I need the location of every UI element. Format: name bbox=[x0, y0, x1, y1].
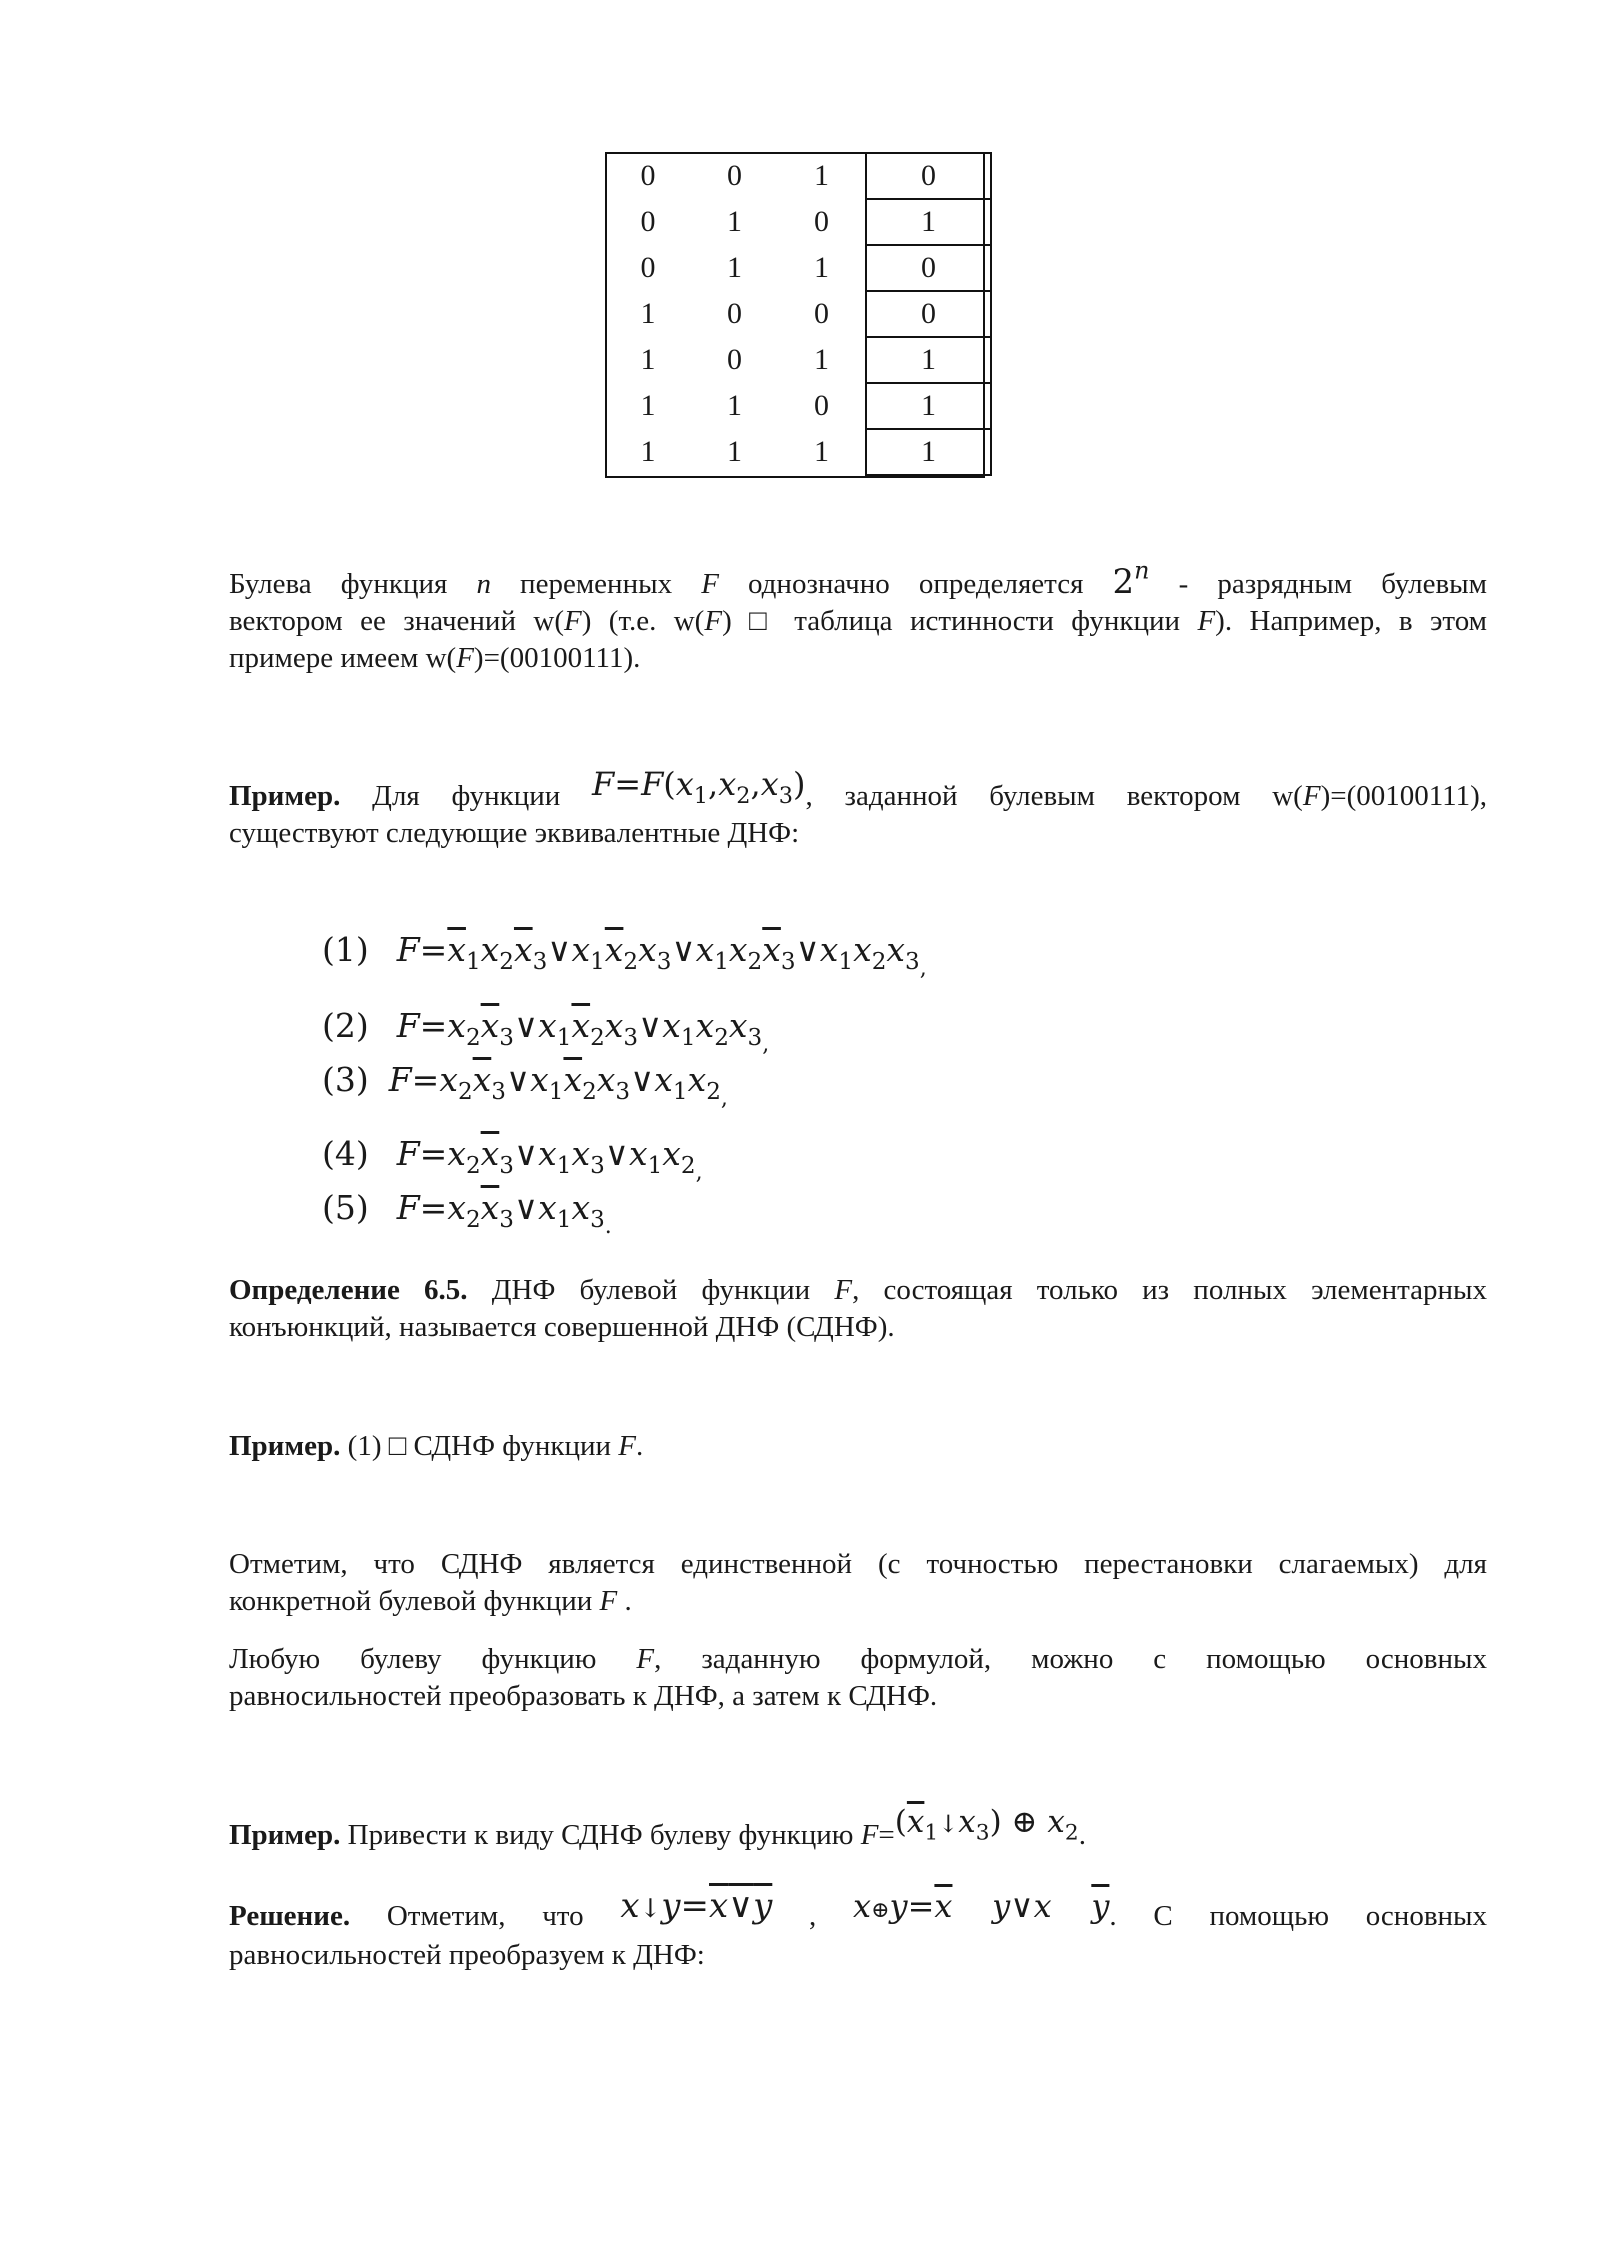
truth-table-input-cell: 0 bbox=[640, 205, 656, 238]
function-formula: $F=F(x_1,x_2,x_3)$ bbox=[592, 765, 806, 809]
dnf-formula-2: (2) $F=x_2\overline{x}_3\vee x_1\overline{x}_2x_3\vee x_1x_2x_{3,}$ bbox=[322, 1006, 770, 1057]
truth-table-input-cell: 0 bbox=[640, 251, 656, 284]
line: Пример. (1) □ СДНФ функции F. bbox=[229, 1430, 644, 1462]
truth-table-row bbox=[605, 291, 991, 337]
truth-table-output-cell: 0 bbox=[866, 245, 991, 291]
truth-table-row bbox=[605, 429, 991, 475]
line: конкретной булевой функции F . bbox=[229, 1585, 632, 1617]
truth-table-row bbox=[605, 153, 991, 199]
paragraph-uniqueness bbox=[229, 1546, 1487, 1620]
line: Отметим, что СДНФ является единственной (с точностью перестановки слагаемых) для bbox=[229, 1548, 1487, 1580]
line: Пример. Привести к виду СДНФ булеву функцию $F=(\overline{x}_1↓x_3)$ ⊕ $x_2$. bbox=[229, 1804, 1086, 1851]
paragraph-conversion bbox=[229, 1641, 1487, 1715]
truth-table-input-cell: 0 bbox=[727, 159, 742, 192]
line: равносильностей преобразовать к ДНФ, а затем к СДНФ. bbox=[229, 1680, 938, 1712]
truth-table-input-cell: 1 bbox=[640, 435, 656, 468]
solution bbox=[229, 1886, 1488, 1974]
truth-table-output-cell: 0 bbox=[866, 291, 991, 337]
line: равносильностей преобразуем к ДНФ: bbox=[229, 1939, 705, 1971]
truth-table-input-cell: 1 bbox=[727, 205, 742, 238]
truth-table-input-cell: 1 bbox=[727, 435, 742, 468]
line: Булева функция n переменных F однозначно определяется 2$^n$ - разрядным булевым bbox=[229, 556, 1487, 602]
line: Пример. Для функции $F=F(x_1,x_2,x_3)$, заданной булевым вектором w(F)=(00100111), bbox=[229, 765, 1487, 812]
dnf-formula-1: (1) $F=\overline{x}_1x_2\overline{x}_3\vee x_1\overline{x}_2x_3\vee x_1x_2\overline{x}_3\vee x_1x_2x_{3,}$ bbox=[322, 930, 927, 981]
truth-table-input-cell: 1 bbox=[814, 343, 829, 376]
nor-identity: x↓y=x∨y bbox=[620, 1886, 773, 1926]
truth-table-input-cell: 1 bbox=[814, 159, 829, 192]
truth-table-input-cell: 0 bbox=[814, 389, 829, 422]
truth-table-output-cell: 1 bbox=[866, 337, 991, 383]
line: примере имеем w(F)=(00100111). bbox=[229, 642, 641, 674]
line: Определение 6.5. ДНФ булевой функции F, состоящая только из полных элементарных bbox=[229, 1274, 1488, 1306]
truth-table-row bbox=[605, 245, 991, 291]
dnf-formula-4: (4) $F=x_2\overline{x}_3\vee x_1x_3\vee x_1x_{2,}$ bbox=[322, 1134, 703, 1185]
line: Любую булеву функцию F, заданную формулой, можно с помощью основных bbox=[229, 1643, 1487, 1675]
truth-table-row bbox=[605, 337, 991, 383]
truth-table-output-cell: 1 bbox=[866, 199, 991, 245]
truth-table-input-cell: 0 bbox=[727, 297, 742, 330]
truth-table-input-cell: 1 bbox=[727, 251, 742, 284]
truth-table-input-cell: 0 bbox=[814, 297, 829, 330]
truth-table-input-cell: 0 bbox=[727, 343, 742, 376]
truth-table-row bbox=[605, 199, 991, 245]
truth-table-output-cell: 1 bbox=[866, 383, 991, 429]
line: вектором ее значений w(F) (т.е. w(F) □ таблица истинности функции F). Например, в этом bbox=[229, 605, 1488, 637]
line: Решение. Отметим, что x↓y=x∨y , $x\oplus y=\overline{x}$ y∨x $\overline{y}$. С помощью основных bbox=[229, 1886, 1488, 1932]
truth-table-input-cell: 1 bbox=[640, 389, 656, 422]
truth-table-input-cell: 0 bbox=[814, 205, 829, 238]
truth-table-row bbox=[605, 383, 991, 429]
truth-table-output-cell: 0 bbox=[866, 153, 991, 199]
line: конъюнкций, называется совершенной ДНФ (СДНФ). bbox=[229, 1311, 895, 1343]
dnf-formula-3: (3) $F=x_2\overline{x}_3\vee x_1\overline{x}_2x_3\vee x_1x_{2,}$ bbox=[322, 1060, 728, 1111]
truth-table-input-cell: 1 bbox=[814, 251, 829, 284]
task-formula: $(\overline{x}_1↓x_3)$ ⊕ $x_2$ bbox=[894, 1804, 1079, 1846]
truth-table-input-cell: 1 bbox=[640, 297, 656, 330]
example-task bbox=[229, 1804, 1487, 1855]
truth-table-input-cell: 1 bbox=[640, 343, 656, 376]
example-sdnf bbox=[229, 1428, 1487, 1465]
dnf-formula-5: (5) $F=x_2\overline{x}_3\vee x_1x_{3.}$ bbox=[322, 1188, 612, 1239]
line: существуют следующие эквивалентные ДНФ: bbox=[229, 817, 800, 849]
xor-identity: $x\oplus y=\overline{x}$ y∨x $\overline{y}$ bbox=[853, 1887, 1110, 1925]
paragraph-boolean-vector bbox=[229, 556, 1488, 677]
truth-table-input-cell: 1 bbox=[727, 389, 742, 422]
truth-table bbox=[605, 152, 992, 476]
definition-6-5 bbox=[229, 1272, 1487, 1346]
example-function bbox=[229, 765, 1487, 852]
truth-table-input-cell: 1 bbox=[814, 435, 829, 468]
truth-table-input-cell: 0 bbox=[640, 159, 656, 192]
truth-table-output-cell: 1 bbox=[866, 429, 991, 475]
